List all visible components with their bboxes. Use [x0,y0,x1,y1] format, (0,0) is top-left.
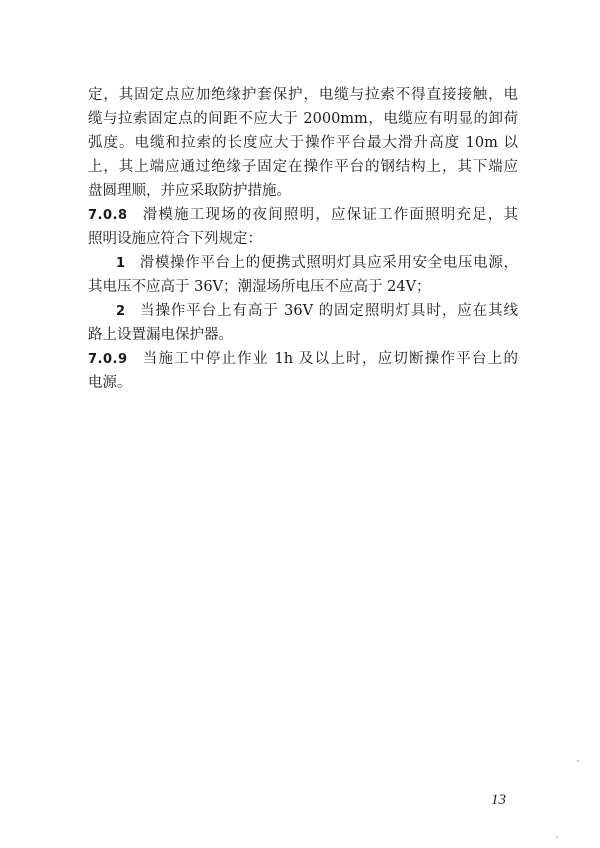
clause-text-line: 照明设施应符合下列规定： [88,231,262,247]
paragraph-line: 缆与拉索固定点的间距不应大于 2000mm，电缆应有明显的卸荷 [88,111,518,127]
page-body [88,83,518,395]
clause-number: 7.0.8 [88,208,128,223]
paragraph-line: 弧度。电缆和拉索的长度应大于操作平台最大滑升高度 10m 以 [88,135,518,151]
item-text-line: 路上设置漏电保护器。 [88,327,233,343]
item-number: 1 [116,256,126,271]
page-number: 13 [491,792,506,808]
item-text: 滑模操作平台上的便携式照明灯具应采用安全电压电源， [139,255,518,271]
paragraph-line: 上，其上端应通过绝缘子固定在操作平台的钢结构上，其下端应 [88,159,518,175]
item-text: 当操作平台上有高于 36V 的固定照明灯具时，应在其线 [139,303,518,319]
clause-7-0-8 [88,203,518,227]
paragraph-line: 定，其固定点应加绝缘护套保护，电缆与拉索不得直接接触，电 [88,87,518,103]
clause-text-line: 电源。 [88,375,132,391]
list-item-2 [88,299,518,323]
clause-text: 当施工中停止作业 1h 及以上时，应切断操作平台上的 [141,351,518,367]
clause-number: 7.0.9 [88,352,128,367]
paragraph-line: 盘圆理顺，并应采取防护措施。 [88,183,291,199]
scan-speck [556,836,558,838]
list-item-1 [88,251,518,275]
item-number: 2 [116,304,126,319]
item-text-line: 其电压不应高于 36V；潮湿场所电压不应高于 24V； [88,279,431,295]
scan-speck [577,760,579,762]
clause-text: 滑模施工现场的夜间照明，应保证工作面照明充足，其 [141,207,518,223]
clause-7-0-9 [88,347,518,371]
